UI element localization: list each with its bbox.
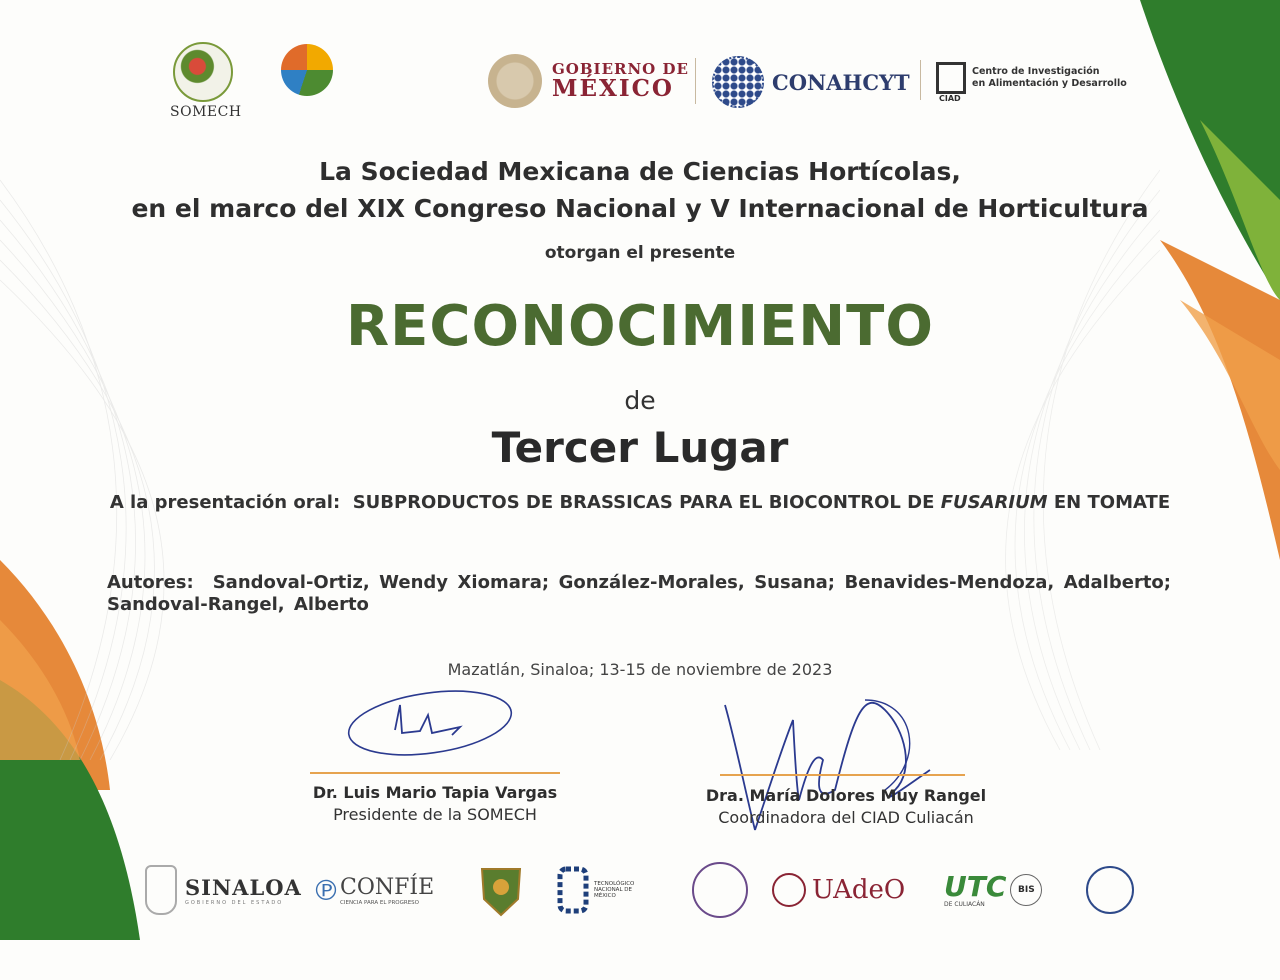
tecnm-label: TECNOLÓGICO NACIONAL DE MÉXICO	[594, 881, 635, 899]
congress-logo	[272, 44, 342, 96]
location-date: Mazatlán, Sinaloa; 13-15 de noviembre de 2023	[447, 660, 833, 679]
round-seal-logo	[692, 860, 748, 920]
utc-logo	[944, 860, 1042, 920]
gobierno-line1: GOBIERNO DE	[552, 60, 689, 78]
signature-line	[310, 772, 560, 774]
round-seal-icon	[692, 862, 748, 918]
sinaloa-logo	[145, 860, 302, 920]
university-seal-icon	[1086, 866, 1134, 914]
university-seal-logo	[1086, 860, 1134, 920]
uadeo-seal-icon	[772, 873, 806, 907]
gobierno-line2: MÉXICO	[552, 75, 674, 102]
eagle-seal-icon	[488, 54, 542, 108]
sinaloa-sub: GOBIERNO DEL ESTADO	[185, 899, 284, 906]
gobierno-mexico-logo	[488, 54, 689, 108]
somech-label: SOMECH	[170, 104, 242, 120]
ciad-line2: en Alimentación y Desarrollo	[972, 78, 1127, 89]
utc-label: UTC	[944, 869, 1007, 903]
somech-logo	[170, 42, 242, 120]
de-text: de	[624, 386, 656, 415]
intro-line2: en el marco del XIX Congreso Nacional y V Internacional de Horticultura	[131, 194, 1149, 223]
authors-block	[107, 572, 1171, 616]
sinaloa-label: SINALOA	[185, 874, 302, 900]
oral-title-a: SUBPRODUCTOS DE BRASSICAS PARA EL BIOCONTROL DE	[352, 492, 935, 513]
ciad-line1: Centro de Investigación	[972, 66, 1100, 78]
tecnm-gear-icon	[556, 865, 590, 915]
signer-role-1: Presidente de la SOMECH	[333, 805, 537, 824]
confie-logo	[312, 860, 434, 920]
oral-presentation	[0, 492, 1280, 513]
authors-label: Autores:	[107, 572, 194, 593]
crest-icon	[478, 863, 524, 917]
ciad-abbr: CIAD	[939, 94, 961, 103]
conahcyt-dots-icon	[712, 56, 764, 108]
oral-title-b: EN TOMATE	[1053, 492, 1171, 513]
bis-label: BIS	[1010, 874, 1042, 906]
signer-name-2: Dra. María Dolores Muy Rangel	[705, 786, 987, 805]
header-divider	[920, 60, 921, 100]
shield-crest-logo	[478, 860, 524, 920]
authors-list: Sandoval-Ortiz, Wendy Xiomara; González-Morales, Susana; Benavides-Mendoza, Adalberto; Sandoval-Rangel, Alberto	[107, 572, 1171, 615]
otorgan-text: otorgan el presente	[544, 243, 736, 263]
confie-label: CONFÍE	[340, 874, 435, 900]
confie-swirl-icon: ℗	[312, 873, 340, 907]
signer-role-2: Coordinadora del CIAD Culiacán	[718, 808, 974, 827]
congress-emblem-icon	[281, 44, 333, 96]
decorative-corner-top-right	[1140, 0, 1280, 560]
sinaloa-shield-icon	[145, 865, 177, 915]
header-divider	[695, 58, 696, 104]
ciad-box-icon	[936, 62, 966, 103]
somech-emblem-icon	[173, 42, 233, 102]
signature-tapia	[340, 685, 520, 765]
award-place: Tercer Lugar	[491, 423, 789, 472]
confie-sub: CIENCIA PARA EL PROGRESO	[340, 899, 419, 906]
conahcyt-label: CONAHCYT	[772, 69, 910, 95]
utc-sub: DE CULIACÁN	[944, 900, 985, 908]
uadeo-label: UAdeO	[812, 875, 906, 905]
conahcyt-logo	[712, 56, 910, 108]
intro-line1: La Sociedad Mexicana de Ciencias Hortícolas,	[319, 157, 961, 186]
signature-line	[720, 774, 965, 776]
certificate-title: RECONOCIMIENTO	[346, 294, 934, 359]
tecnm-logo	[556, 860, 654, 920]
oral-title-italic: FUSARIUM	[940, 492, 1048, 513]
oral-prefix: A la presentación oral:	[109, 492, 341, 513]
signer-name-1: Dr. Luis Mario Tapia Vargas	[312, 783, 558, 802]
uadeo-logo	[772, 860, 905, 920]
ciad-logo	[936, 62, 1127, 103]
